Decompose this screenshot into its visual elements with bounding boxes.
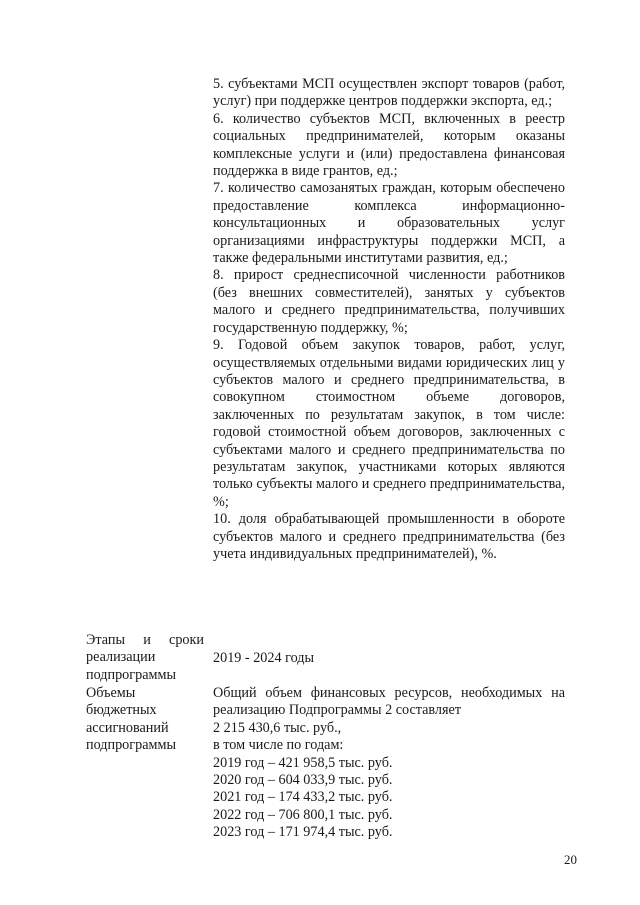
- budget-label: [86, 685, 204, 755]
- stages-value: 2019 - 2024 годы: [213, 650, 315, 666]
- budget-year-2022: 2022 год – 706 800,1 тыс. руб.: [213, 806, 393, 823]
- indicator-item-5: 5. субъектами МСП осуществлен экспорт товаров (работ, услуг) при поддержке центров поддержки экспорта, ед.;: [213, 76, 565, 110]
- indicators-list: [213, 76, 565, 563]
- indicator-item-6: 6. количество субъектов МСП, включенных в реестр социальных предпринимателей, которым оказаны комплексные услуги и (или) предоставлена финансовая поддержка в виде грантов, ед.;: [213, 110, 565, 180]
- budget-year-2021: 2021 год – 174 433,2 тыс. руб.: [213, 789, 393, 806]
- stages-label: [86, 632, 204, 684]
- stages-label-line1: Этапы и сроки: [86, 632, 204, 648]
- budget-by-years: в том числе по годам:: [213, 737, 344, 754]
- indicator-item-9: 9. Годовой объем закупок товаров, работ, услуг, осуществляемых отдельными видами юридических лиц у субъектов малого и среднего предпринимательства, в совокупном стоимостном объеме договоров, заключенных по результатам закупок, в том числе: годовой стоимостной объем договоров, заключенных с субъектами малого и среднего предпринимательства по результатам закупок, участниками которых являются только субъекты малого и среднего предпринимательства, %;: [213, 337, 565, 510]
- budget-total: 2 215 430,6 тыс. руб.,: [213, 719, 342, 736]
- budget-label-line2: бюджетных: [86, 702, 157, 719]
- indicator-item-7: 7. количество самозанятых граждан, которым обеспечено предоставление комплекса информационно-консультационных и образовательных услуг организациями инфраструктуры поддержки МСП, а также федеральными институтами развития, ед.;: [213, 180, 565, 267]
- budget-label-line1: Объемы: [86, 685, 136, 701]
- stages-label-line2: реализации: [86, 649, 156, 666]
- budget-intro: Общий объем финансовых ресурсов, необходимых на реализацию Подпрограммы 2 составляет: [213, 685, 565, 719]
- budget-year-2023: 2023 год – 171 974,4 тыс. руб.: [213, 824, 393, 841]
- budget-label-line3: ассигнований: [86, 719, 169, 736]
- budget-value: [213, 685, 565, 842]
- budget-year-2020: 2020 год – 604 033,9 тыс. руб.: [213, 772, 393, 789]
- page-number: 20: [564, 852, 577, 867]
- budget-year-2019: 2019 год – 421 958,5 тыс. руб.: [213, 754, 393, 771]
- stages-label-line3: подпрограммы: [86, 666, 176, 683]
- indicator-item-10: 10. доля обрабатывающей промышленности в обороте субъектов малого и среднего предпринимательства (без учета индивидуальных предпринимателей), %.: [213, 511, 565, 562]
- indicator-item-8: 8. прирост среднесписочной численности работников (без внешних совместителей), занятых у субъектов малого и среднего предпринимательства, получивших государственную поддержку, %;: [213, 267, 565, 336]
- budget-label-line4: подпрограммы: [86, 737, 176, 754]
